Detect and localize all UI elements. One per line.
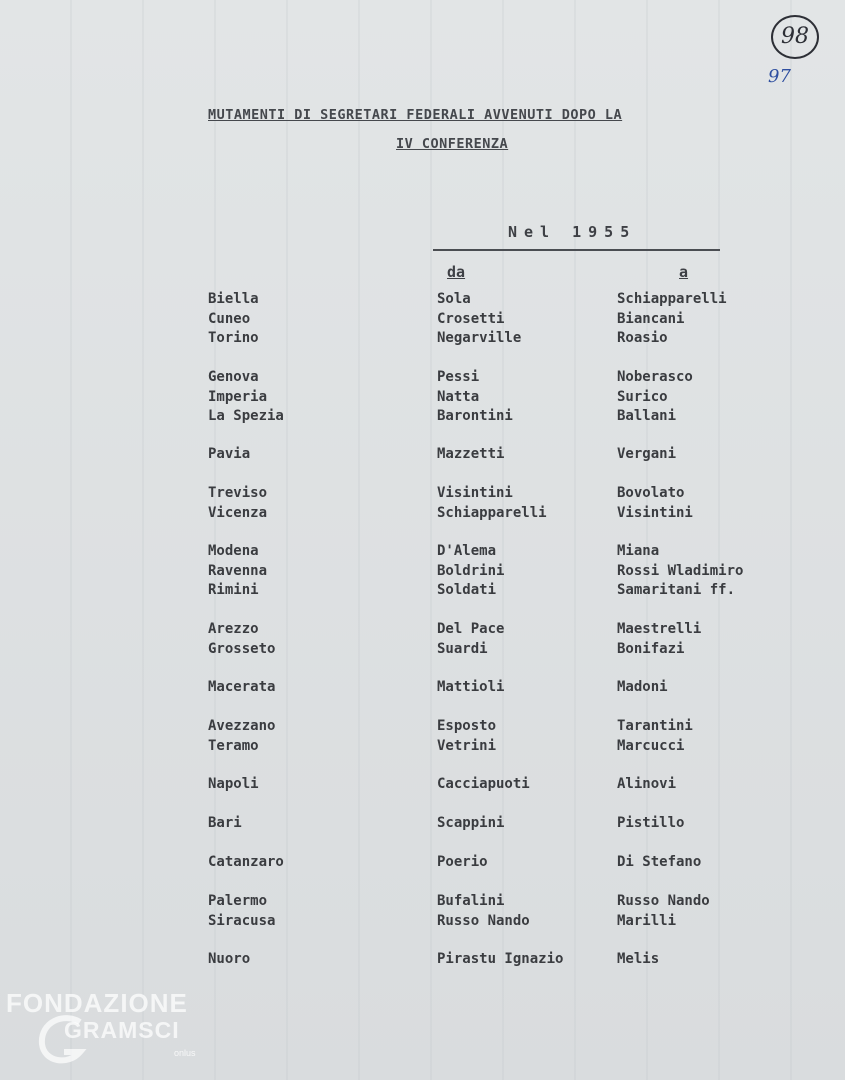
to-name: Ballani [617, 408, 677, 424]
group-campania [0, 776, 845, 796]
from-name: Mazzetti [437, 446, 505, 462]
group-lombardia [0, 446, 845, 466]
from-name: Mattioli [437, 679, 505, 695]
table-row [0, 815, 845, 835]
place-name: Modena [208, 543, 259, 559]
watermark-line-1: FONDAZIONE [6, 988, 188, 1018]
year-heading: Nel 1955 [508, 223, 637, 241]
place-name: Grosseto [208, 640, 276, 657]
table-row [0, 330, 845, 350]
from-name: Barontini [437, 408, 513, 424]
to-name: Pistillo [617, 815, 685, 831]
to-name: Alinovi [617, 776, 677, 792]
place-name: Avezzano [208, 718, 276, 734]
to-name: Maestrelli [617, 621, 702, 637]
place-name: Pavia [208, 446, 251, 462]
table-row [0, 854, 845, 874]
column-header-from: da [447, 263, 466, 281]
to-name: Bovolato [617, 485, 685, 501]
place-name: Catanzaro [208, 854, 284, 870]
from-name: Poerio [437, 854, 488, 870]
place-name: Macerata [208, 679, 276, 695]
to-name: Schiapparelli [617, 291, 727, 307]
place-name: Arezzo [208, 621, 259, 637]
place-name: Imperia [208, 388, 268, 405]
place-name: Ravenna [208, 562, 268, 579]
heading-rule [433, 249, 720, 251]
from-name: Vetrini [437, 737, 497, 754]
to-name: Tarantini [617, 718, 693, 734]
place-name: Teramo [208, 737, 259, 754]
table-row [0, 718, 845, 738]
place-name: Cuneo [208, 310, 251, 327]
place-name: Bari [208, 815, 242, 831]
fondazione-gramsci-watermark [6, 988, 216, 1076]
group-calabria [0, 854, 845, 874]
table-row [0, 582, 845, 602]
place-name: Nuoro [208, 951, 251, 967]
to-name: Biancani [617, 310, 685, 327]
to-name: Bonifazi [617, 640, 685, 657]
table-row [0, 893, 845, 913]
group-marche [0, 679, 845, 699]
table-row [0, 369, 845, 389]
document-title-line-2: IV CONFERENZA [396, 136, 509, 152]
place-name: Biella [208, 291, 259, 307]
group-puglia [0, 815, 845, 835]
to-name: Noberasco [617, 369, 693, 385]
column-header-to: a [679, 263, 689, 281]
table-row [0, 951, 845, 971]
to-name: Melis [617, 951, 660, 967]
table-row [0, 389, 845, 409]
from-name: Pessi [437, 369, 480, 385]
to-name: Samaritani ff. [617, 582, 736, 598]
from-name: Cacciapuoti [437, 776, 530, 792]
watermark-suffix: onlus [174, 1048, 196, 1058]
to-name: Surico [617, 388, 668, 405]
to-name: Marcucci [617, 737, 685, 754]
table-row [0, 311, 845, 331]
table-row [0, 563, 845, 583]
table-row [0, 446, 845, 466]
group-veneto [0, 485, 845, 524]
from-name: D'Alema [437, 543, 497, 559]
document-title-line-1: MUTAMENTI DI SEGRETARI FEDERALI AVVENUTI DOPO LA [208, 107, 623, 123]
table-row [0, 505, 845, 525]
group-sicilia [0, 893, 845, 932]
table-row [0, 776, 845, 796]
table-row [0, 291, 845, 311]
from-name: Natta [437, 388, 480, 405]
pencil-page-number: 97 [768, 66, 791, 87]
table-row [0, 621, 845, 641]
from-name: Sola [437, 291, 471, 307]
table-row [0, 641, 845, 661]
from-name: Bufalini [437, 893, 505, 909]
from-name: Boldrini [437, 562, 505, 579]
place-name: Siracusa [208, 912, 276, 929]
to-name: Roasio [617, 330, 668, 346]
table-row [0, 543, 845, 563]
to-name: Rossi Wladimiro [617, 562, 744, 579]
place-name: Vicenza [208, 504, 268, 521]
group-emilia-romagna [0, 543, 845, 602]
from-name: Scappini [437, 815, 505, 831]
place-name: Palermo [208, 893, 268, 909]
group-toscana [0, 621, 845, 660]
table-row [0, 408, 845, 428]
circled-page-number: 98 [771, 15, 819, 59]
from-name: Suardi [437, 640, 488, 657]
table-row [0, 679, 845, 699]
place-name: Treviso [208, 485, 268, 501]
place-name: Rimini [208, 582, 259, 598]
to-name: Marilli [617, 912, 677, 929]
from-name: Russo Nando [437, 912, 530, 929]
from-name: Visintini [437, 485, 513, 501]
table-row [0, 738, 845, 758]
to-name: Di Stefano [617, 854, 702, 870]
group-sardegna [0, 951, 845, 971]
from-name: Crosetti [437, 310, 505, 327]
to-name: Miana [617, 543, 660, 559]
watermark-line-2: GRAMSCI [64, 1017, 180, 1043]
from-name: Esposto [437, 718, 497, 734]
from-name: Del Pace [437, 621, 505, 637]
to-name: Russo Nando [617, 893, 710, 909]
place-name: La Spezia [208, 408, 284, 424]
place-name: Genova [208, 369, 259, 385]
to-name: Madoni [617, 679, 668, 695]
from-name: Negarville [437, 330, 522, 346]
place-name: Torino [208, 330, 259, 346]
from-name: Schiapparelli [437, 504, 547, 521]
table-row [0, 913, 845, 933]
group-piemonte [0, 291, 845, 350]
group-liguria [0, 369, 845, 428]
table-row [0, 485, 845, 505]
group-abruzzo [0, 718, 845, 757]
to-name: Vergani [617, 446, 677, 462]
to-name: Visintini [617, 504, 693, 521]
from-name: Pirastu Ignazio [437, 951, 564, 967]
place-name: Napoli [208, 776, 259, 792]
from-name: Soldati [437, 582, 497, 598]
